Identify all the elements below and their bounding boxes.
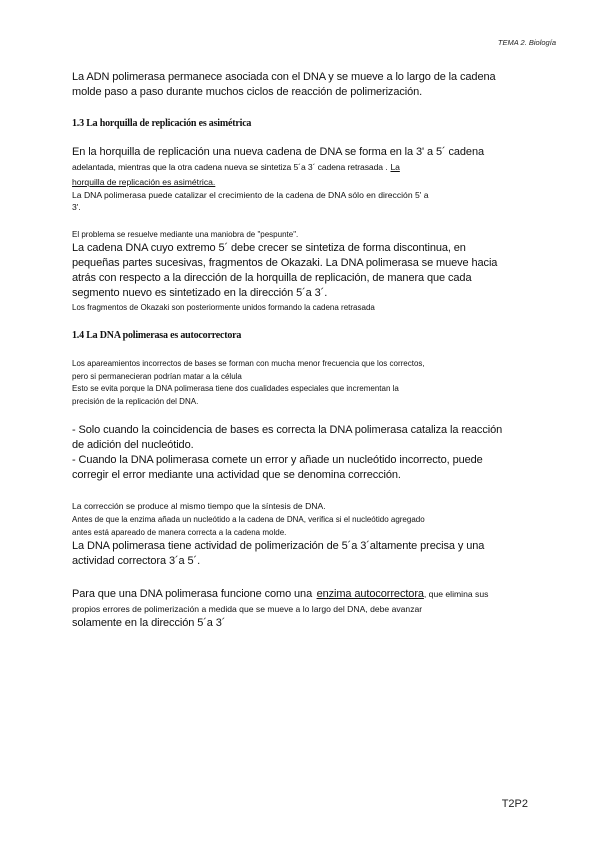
verification-line: antes está apareado de manera correcta a la cadena molde. <box>72 527 287 537</box>
okazaki-line: atrás con respecto a la dirección de la horquilla de replicación, de manera que cada <box>72 272 472 284</box>
polymerase-direction-line: 3'. <box>72 202 81 213</box>
running-header: TEMA 2. Biología <box>497 38 556 47</box>
proofreading-simultaneous: La corrección se produce al mismo tiempo que la síntesis de DNA. <box>72 501 326 511</box>
fork-line: En la horquilla de replicación una nueva cadena de DNA se forma en la 3' a 5´ cadena <box>72 146 484 158</box>
backstitch-note: El problema se resuelve mediante una maniobra de "pespunte". <box>72 230 299 239</box>
section-1-3-heading: 1.3 La horquilla de replicación es asimétrica <box>72 118 252 129</box>
intro-line: La ADN polimerasa permanece asociada con el DNA y se mueve a lo largo de la cadena <box>72 71 496 83</box>
asymmetric-fork-text: horquilla de replicación es asimétrica. <box>72 177 216 187</box>
intro-paragraph <box>72 70 524 100</box>
enzima-autocorrectora-link[interactable]: enzima autocorrectora <box>316 588 424 600</box>
asymmetric-fork-underlined <box>72 176 524 214</box>
quality-item-2-cont: corregir el error mediante una actividad que se denomina corrección. <box>72 469 401 481</box>
mismatch-line: precisión de la replicación del DNA. <box>72 396 199 406</box>
autocorrect-line: propios errores de polimerización a medida que se mueve a lo largo del DNA, debe avanzar <box>72 604 423 614</box>
okazaki-joined-note: Los fragmentos de Okazaki son posteriormente unidos formando la cadena retrasada <box>72 303 375 312</box>
section-1-4-heading: 1.4 La DNA polimerasa es autocorrectora <box>72 330 242 341</box>
okazaki-line: segmento nuevo es sintetizado en la dirección 5´a 3´. <box>72 287 328 299</box>
mismatch-paragraph <box>72 358 524 408</box>
mismatch-line: Esto se evita porque la DNA polimerasa tiene dos cualidades especiales que incrementan la <box>72 384 399 393</box>
page-number: T2P2 <box>501 798 528 810</box>
autocorrect-line: solamente en la dirección 5´a 3´ <box>72 617 226 629</box>
verification-paragraph <box>72 514 524 539</box>
autocorrect-paragraph <box>72 584 524 631</box>
mismatch-line: Los apareamientos incorrectos de bases se forman con mucha menor frecuencia que los correctos, <box>72 359 425 368</box>
quality-item-1: - Solo cuando la coincidencia de bases es correcta la DNA polimerasa cataliza la reacción <box>72 424 503 436</box>
fork-paragraph <box>72 145 524 175</box>
mismatch-line: pero si permanecieran podrían matar a la célula <box>72 371 242 381</box>
activity-paragraph <box>72 539 524 569</box>
autocorrect-line <box>72 584 524 602</box>
quality-item-1-cont: de adición del nucleótido. <box>72 439 194 451</box>
qualities-list <box>72 423 524 483</box>
autocorrect-text: , que elimina sus <box>423 589 489 599</box>
fork-line <box>72 160 524 175</box>
intro-line: molde paso a paso durante muchos ciclos de reacción de polimerización. <box>72 86 423 98</box>
fork-line-text: adelantada, mientras que la otra cadena nueva se sintetiza 5´a 3´ cadena retrasada . <box>72 162 388 172</box>
okazaki-line: La cadena DNA cuyo extremo 5´ debe crecer se sintetiza de forma discontinua, en <box>72 242 466 254</box>
polymerase-direction-line: La DNA polimerasa puede catalizar el crecimiento de la cadena de DNA sólo en dirección 5' a <box>72 189 429 200</box>
quality-item-2: - Cuando la DNA polimerasa comete un error y añade un nucleótido incorrecto, puede <box>72 454 483 466</box>
asymmetric-fork-link[interactable]: La <box>390 162 400 172</box>
activity-line: actividad correctora 3´a 5´. <box>72 555 201 567</box>
okazaki-paragraph <box>72 241 524 301</box>
verification-line: Antes de que la enzima añada un nucleótido a la cadena de DNA, verifica si el nucleótido agregado <box>72 515 425 524</box>
okazaki-line: pequeñas partes sucesivas, fragmentos de Okazaki. La DNA polimerasa se mueve hacia <box>72 257 498 269</box>
autocorrect-text: Para que una DNA polimerasa funcione como una <box>72 588 313 600</box>
activity-line: La DNA polimerasa tiene actividad de polimerización de 5´a 3´altamente precisa y una <box>72 540 485 552</box>
